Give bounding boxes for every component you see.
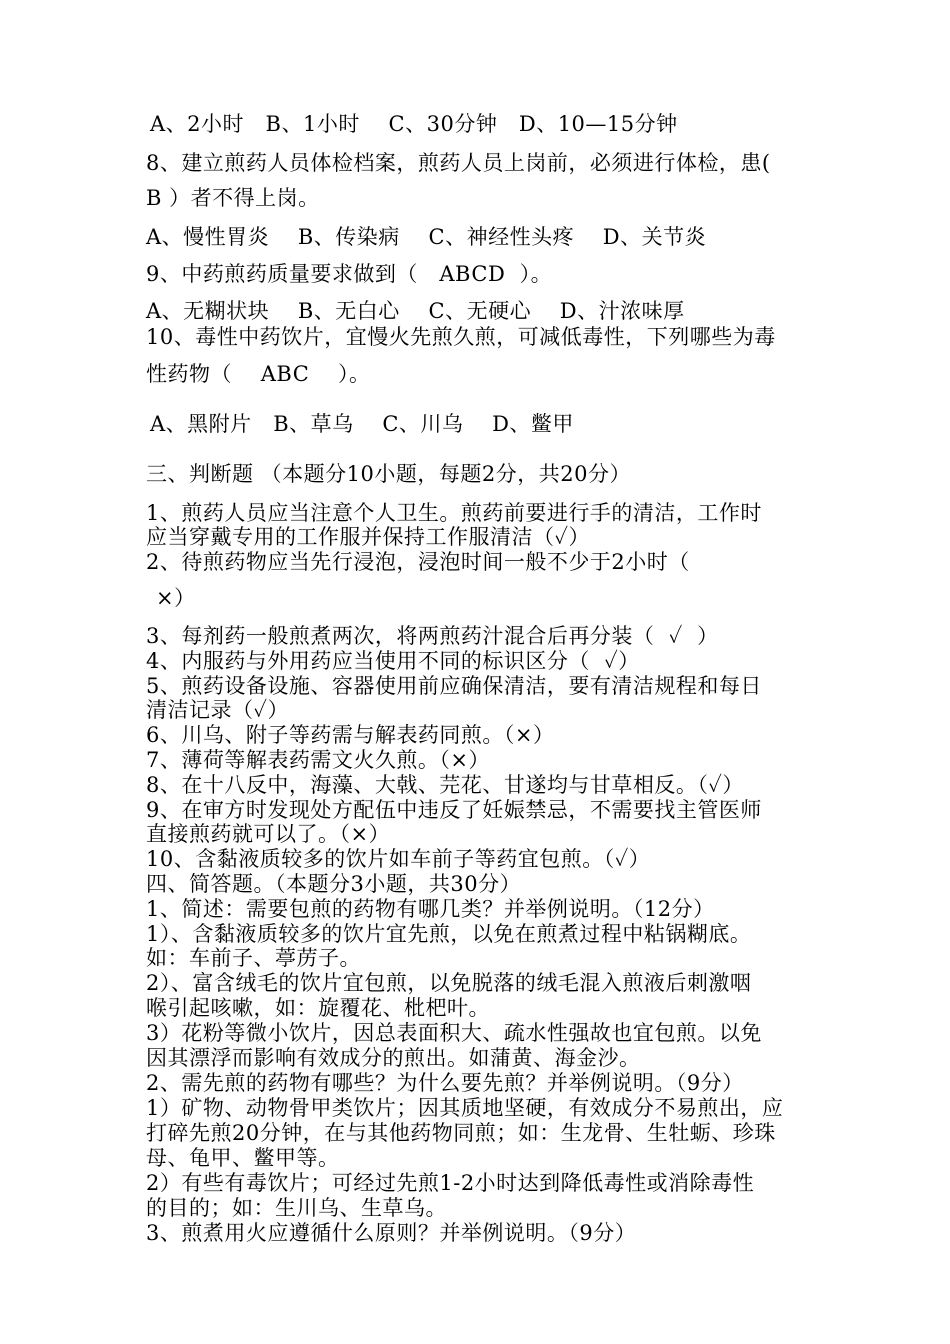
tf-item-1: 1、煎药人员应当注意个人卫生。煎药前要进行手的清洁，工作时 bbox=[146, 501, 762, 525]
sa-q2-a1: 1）矿物、动物骨甲类饮片；因其质地坚硬，有效成分不易煎出，应 bbox=[146, 1096, 784, 1120]
tf-item-4: 4、内服药与外用药应当使用不同的标识区分（ ✓） bbox=[146, 649, 640, 673]
sa-q1-a1: 1）、含黏液质较多的饮片宜先煎，以免在煎煮过程中粘锅糊底。 bbox=[146, 922, 752, 946]
tf-item-10: 10、含黏液质较多的饮片如车前子等药宜包煎。（✓） bbox=[146, 847, 651, 871]
q10-options: A、黑附片 B、草乌 C、川乌 D、鳖甲 bbox=[150, 412, 574, 436]
tf-item-5-cont: 清洁记录（✓） bbox=[146, 698, 290, 722]
sa-q1: 1、简述：需要包煎的药物有哪几类？并举例说明。（12分） bbox=[146, 897, 715, 921]
q8-options: A、慢性胃炎 B、传染病 C、神经性头疼 D、关节炎 bbox=[146, 225, 707, 249]
sa-q2-a1-cont: 打碎先煎20分钟，在与其他药物同煎；如：生龙骨、生牡蛎、珍珠 bbox=[146, 1121, 776, 1145]
section-4-heading: 四、简答题。（本题分3小题，共30分） bbox=[146, 872, 522, 896]
sa-q2-a2-cont: 的目的；如：生川乌、生草乌。 bbox=[146, 1196, 447, 1220]
q8-text-cont: B ）者不得上岗。 bbox=[146, 186, 320, 210]
tf-item-5: 5、煎药设备设施、容器使用前应确保清洁，要有清洁规程和每日 bbox=[146, 674, 762, 698]
q8-text: 8、建立煎药人员体检档案，煎药人员上岗前，必须进行体检，患( bbox=[146, 151, 771, 175]
sa-q3: 3、煎煮用火应遵循什么原则？并举例说明。（9分） bbox=[146, 1221, 637, 1245]
tf-item-2-answer: ×） bbox=[156, 586, 196, 610]
sa-q1-a2-cont: 喉引起咳嗽，如：旋覆花、枇杷叶。 bbox=[146, 996, 490, 1020]
sa-q1-a3: 3）花粉等微小饮片，因总表面积大、疏水性强故也宜包煎。以免 bbox=[146, 1021, 762, 1045]
q10-text: 10、毒性中药饮片，宜慢火先煎久煎，可减低毒性，下列哪些为毒 bbox=[146, 325, 776, 349]
sa-q2-a1-cont2: 母、龟甲、鳖甲等。 bbox=[146, 1146, 340, 1170]
q10-text-cont: 性药物（ ABC ）。 bbox=[146, 362, 371, 386]
section-3-heading: 三、判断题 （本题分10小题，每题2分，共20分） bbox=[146, 462, 631, 486]
sa-q1-a2: 2）、富含绒毛的饮片宜包煎，以免脱落的绒毛混入煎液后刺激咽 bbox=[146, 971, 752, 995]
tf-item-2: 2、待煎药物应当先行浸泡，浸泡时间一般不少于2小时（ bbox=[146, 550, 690, 574]
tf-item-7: 7、薄荷等解表药需文火久煎。（×） bbox=[146, 748, 490, 772]
sa-q1-a3-cont: 因其漂浮而影响有效成分的煎出。如蒲黄、海金沙。 bbox=[146, 1046, 641, 1070]
tf-item-3: 3、每剂药一般煎煮两次，将两煎药汁混合后再分装（ ✓ ） bbox=[146, 624, 719, 648]
q7-options: A、2小时 B、1小时 C、30分钟 D、10—15分钟 bbox=[150, 112, 678, 136]
sa-q2: 2、需先煎的药物有哪些？为什么要先煎？并举例说明。（9分） bbox=[146, 1071, 744, 1095]
q9-text: 9、中药煎药质量要求做到（ ABCD ）。 bbox=[146, 262, 553, 286]
q9-options: A、无糊状块 B、无白心 C、无硬心 D、汁浓味厚 bbox=[146, 299, 685, 323]
sa-q2-a2: 2）有些有毒饮片；可经过先煎1-2小时达到降低毒性或消除毒性 bbox=[146, 1171, 755, 1195]
tf-item-9: 9、在审方时发现处方配伍中违反了妊娠禁忌，不需要找主管医师 bbox=[146, 798, 762, 822]
tf-item-6: 6、川乌、附子等药需与解表药同煎。（×） bbox=[146, 723, 555, 747]
tf-item-8: 8、在十八反中，海藻、大戟、芫花、甘遂均与甘草相反。（✓） bbox=[146, 773, 744, 797]
sa-q1-a1-cont: 如：车前子、葶苈子。 bbox=[146, 946, 361, 970]
tf-item-9-cont: 直接煎药就可以了。（×） bbox=[146, 822, 391, 846]
tf-item-1-cont: 应当穿戴专用的工作服并保持工作服清洁（✓） bbox=[146, 525, 591, 549]
